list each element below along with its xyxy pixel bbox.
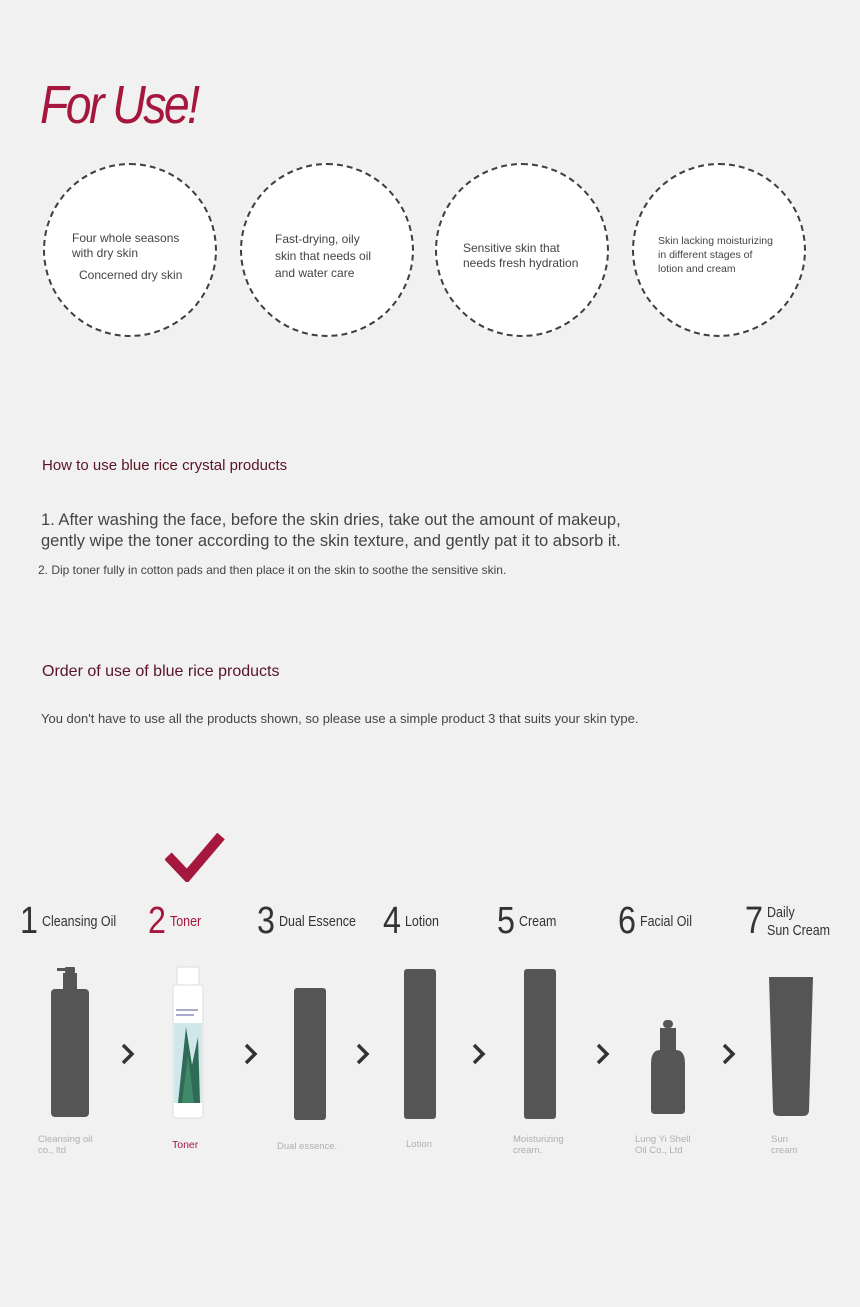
- caption-lotion: Lotion: [406, 1139, 432, 1150]
- step-4-number: 4: [383, 900, 401, 942]
- circle-2-line-1: Fast-drying, oily: [275, 232, 360, 246]
- order-note: You don't have to use all the products shown, so please use a simple product 3 that suits your skin type.: [41, 711, 639, 726]
- step-4-label: Lotion: [404, 913, 439, 930]
- chevron-right-icon: [243, 1042, 259, 1066]
- step-3-label: Dual Essence: [278, 913, 356, 930]
- caption-facial-oil: [635, 1134, 690, 1156]
- step-1-label: Cleansing Oil: [41, 913, 116, 930]
- step-7: [745, 900, 840, 943]
- caption-sun-cream: [771, 1134, 797, 1156]
- pump-bottle-icon: [48, 965, 92, 1120]
- toner-bottle-icon: [170, 965, 206, 1121]
- circle-3-line-2: needs fresh hydration: [463, 256, 579, 270]
- checkmark-icon: [165, 832, 225, 882]
- circle-3-line-1: Sensitive skin that: [463, 241, 560, 255]
- circle-2-line-2: skin that needs oil: [275, 249, 372, 263]
- chevron-right-icon: [120, 1042, 136, 1066]
- circle-1-line-1: Four whole seasons: [72, 231, 180, 245]
- circle-2-line-3: and water care: [275, 266, 355, 280]
- skin-type-circle-1: [43, 163, 217, 337]
- caption-cleansing-oil: [38, 1134, 92, 1156]
- step-3: [257, 900, 368, 943]
- step-6: [618, 900, 700, 943]
- order-heading: Order of use of blue rice products: [42, 663, 280, 680]
- caption-1-line-1: Cleansing oil: [38, 1134, 93, 1145]
- how-to-step-1: [41, 510, 621, 552]
- step-2: [148, 900, 206, 943]
- caption-7-line-2: cream: [771, 1145, 798, 1156]
- caption-toner: Toner: [172, 1139, 199, 1151]
- essence-bottle-icon: [292, 986, 328, 1122]
- caption-5-line-1: Moisturizing: [513, 1134, 564, 1145]
- caption-6-line-2: Oil Co., Ltd: [635, 1145, 683, 1156]
- cream-bottle-icon: [522, 967, 558, 1121]
- circle-4-line-3: lotion and cream: [658, 263, 736, 275]
- how-to-step-2: 2. Dip toner fully in cotton pads and then place it on the skin to soothe the sensitive skin.: [38, 563, 507, 577]
- dropper-bottle-icon: [648, 1018, 688, 1116]
- caption-7-line-1: Sun: [771, 1134, 788, 1145]
- step-6-label: Facial Oil: [639, 913, 692, 930]
- lotion-bottle-icon: [402, 967, 438, 1121]
- step-7-label-line-2: Sun Cream: [766, 922, 830, 939]
- chevron-right-icon: [721, 1042, 737, 1066]
- how-to-step-1-line-2: gently wipe the toner according to the skin texture, and gently pat it to absorb it.: [41, 532, 621, 550]
- caption-6-line-1: Lung Yi Shell: [635, 1134, 691, 1145]
- step-7-label-line-1: Daily: [766, 904, 795, 921]
- chevron-right-icon: [595, 1042, 611, 1066]
- step-2-number: 2: [148, 900, 166, 942]
- how-to-heading: How to use blue rice crystal products: [42, 457, 288, 474]
- how-to-step-1-line-1: 1. After washing the face, before the skin dries, take out the amount of makeup,: [41, 511, 621, 529]
- skin-type-circle-4: [632, 163, 806, 337]
- step-2-label: Toner: [169, 913, 201, 930]
- skin-type-circle-3: [435, 163, 609, 337]
- tube-icon: [767, 975, 815, 1120]
- chevron-right-icon: [355, 1042, 371, 1066]
- caption-5-line-2: cream.: [513, 1145, 543, 1156]
- step-1: [20, 900, 128, 943]
- caption-dual-essence: Dual essence.: [277, 1141, 338, 1152]
- page-title: For Use!: [40, 75, 198, 135]
- step-1-number: 1: [20, 900, 38, 942]
- step-5-label: Cream: [518, 913, 557, 930]
- step-6-number: 6: [618, 900, 636, 942]
- step-5: [497, 900, 562, 943]
- caption-1-line-2: co., ltd: [38, 1145, 66, 1156]
- step-7-label: [767, 904, 830, 940]
- step-5-number: 5: [497, 900, 515, 942]
- chevron-right-icon: [471, 1042, 487, 1066]
- usage-steps: [0, 900, 860, 960]
- skin-type-circle-2: [240, 163, 414, 337]
- circle-1-line-2: with dry skin: [72, 246, 139, 260]
- step-3-number: 3: [257, 900, 275, 942]
- caption-moisturizing-cream: [513, 1134, 564, 1156]
- circle-1-line-3: Concerned dry skin: [79, 268, 183, 282]
- step-4: [383, 900, 444, 943]
- circle-4-line-2: in different stages of: [658, 249, 753, 261]
- circle-4-line-1: Skin lacking moisturizing: [658, 235, 773, 247]
- step-7-number: 7: [745, 900, 763, 942]
